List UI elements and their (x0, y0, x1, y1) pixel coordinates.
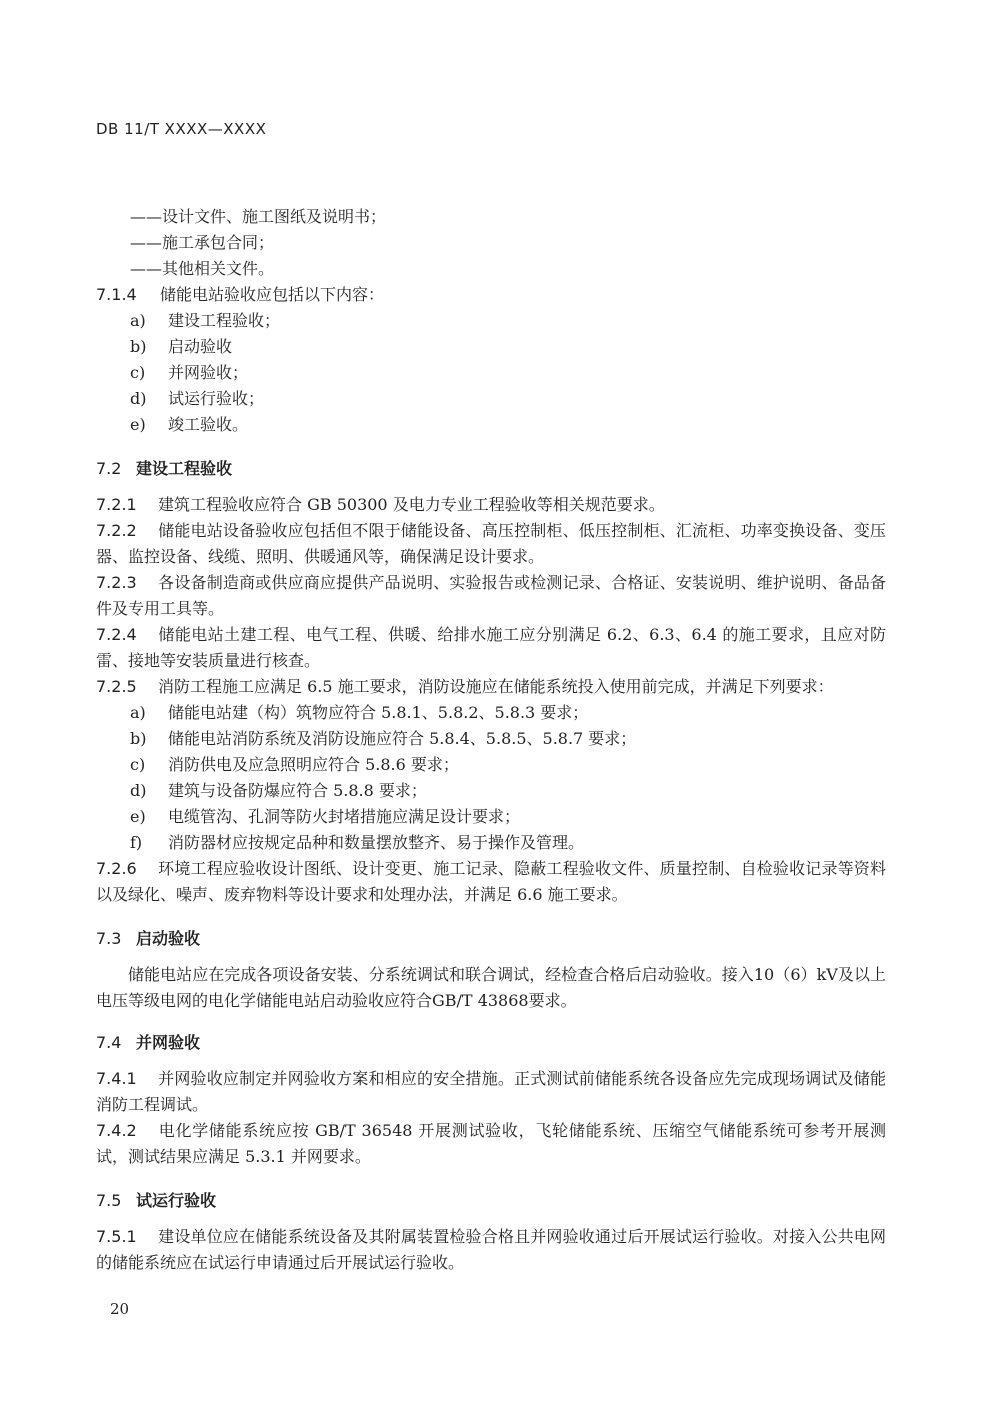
list-item (130, 752, 930, 778)
clause-text: 储能电站设备验收应包括但不限于储能设备、高压控制柜、低压控制柜、汇流柜、功率变换设备、变压器、监控设备、线缆、照明、供暖通风等，确保满足设计要求。 (96, 521, 886, 566)
list-item (130, 412, 930, 438)
item-text: 试运行验收； (168, 389, 265, 408)
item-label: e) (130, 807, 146, 826)
clause-7-2-2 (96, 518, 886, 570)
clause-text: 储能电站验收应包括以下内容： (160, 285, 385, 304)
dash-item: ——施工承包合同； (130, 233, 275, 252)
section-heading-7-3 (96, 926, 200, 949)
clause-number: 7.2.3 (96, 573, 137, 592)
item-label: a) (130, 311, 146, 330)
clause-7-2-1 (96, 492, 886, 518)
item-label: e) (130, 415, 146, 434)
item-label: d) (130, 781, 147, 800)
clause-number: 7.2.2 (96, 521, 137, 540)
section-heading-7-4 (96, 1030, 200, 1053)
clause-7-4-1 (96, 1066, 886, 1118)
paragraph-7-3: 储能电站应在完成各项设备安装、分系统调试和联合调试，经检查合格后启动验收。接入10（6）kV及以上电压等级电网的电化学储能电站启动验收应符合GB/T 43868要求。 (96, 965, 886, 1010)
clause-7-2-4 (96, 622, 886, 674)
section-title: 并网验收 (136, 1033, 201, 1052)
clause-number: 7.4.2 (96, 1121, 137, 1140)
item-text: 电缆管沟、孔洞等防火封堵措施应满足设计要求； (168, 807, 521, 826)
item-text: 消防供电及应急照明应符合 5.8.6 要求； (168, 755, 459, 774)
item-label: c) (130, 363, 146, 382)
list-item (130, 386, 930, 412)
section-title: 建设工程验收 (136, 459, 233, 478)
clause-7-2-3 (96, 570, 886, 622)
item-label: f) (130, 833, 143, 852)
clause-text: 各设备制造商或供应商应提供产品说明、实验报告或检测记录、合格证、安装说明、维护说明、备品备件及专用工具等。 (96, 573, 886, 618)
item-text: 并网验收； (168, 363, 249, 382)
document-code-header: DB 11/T XXXX—XXXX (96, 120, 267, 138)
item-label: d) (130, 389, 147, 408)
clause-number: 7.4.1 (96, 1069, 137, 1088)
clause-text: 消防工程施工应满足 6.5 施工要求，消防设施应在储能系统投入使用前完成，并满足下列要求： (158, 677, 834, 696)
clause-number: 7.1.4 (96, 285, 137, 304)
section-title: 启动验收 (136, 929, 201, 948)
section-number: 7.4 (96, 1033, 122, 1052)
clause-text: 并网验收应制定并网验收方案和相应的安全措施。正式测试前储能系统各设备应先完成现场调试及储能消防工程调试。 (96, 1069, 886, 1114)
clause-number: 7.2.1 (96, 495, 137, 514)
clause-7-1-4 (96, 282, 896, 308)
clause-number: 7.2.4 (96, 625, 137, 644)
clause-text: 储能电站土建工程、电气工程、供暖、给排水施工应分别满足 6.2、6.3、6.4 的施工要求，且应对防雷、接地等安装质量进行核查。 (96, 625, 886, 670)
clause-7-4-2 (96, 1118, 886, 1170)
item-text: 建设工程验收； (168, 311, 281, 330)
list-item (130, 778, 930, 804)
section-heading-7-2 (96, 456, 232, 479)
clause-text: 建筑工程验收应符合 GB 50300 及电力专业工程验收等相关规范要求。 (158, 495, 665, 514)
clause-text: 建设单位应在储能系统设备及其附属装置检验合格且并网验收通过后开展试运行验收。对接入公共电网的储能系统应在试运行申请通过后开展试运行验收。 (96, 1227, 886, 1272)
item-text: 储能电站建（构）筑物应符合 5.8.1、5.8.2、5.8.3 要求； (168, 703, 589, 722)
dash-item: ——其他相关文件。 (130, 259, 275, 278)
section-number: 7.2 (96, 459, 122, 478)
list-item (130, 334, 930, 360)
clause-7-5-1 (96, 1224, 886, 1276)
clause-number: 7.2.6 (96, 859, 137, 878)
section-heading-7-5 (96, 1188, 216, 1211)
section-number: 7.5 (96, 1191, 122, 1210)
item-text: 竣工验收。 (168, 415, 249, 434)
item-text: 储能电站消防系统及消防设施应符合 5.8.4、5.8.5、5.8.7 要求； (168, 729, 637, 748)
list-item (130, 830, 930, 856)
item-text: 消防器材应按规定品种和数量摆放整齐、易于操作及管理。 (168, 833, 585, 852)
item-label: c) (130, 755, 146, 774)
clause-text: 电化学储能系统应按 GB/T 36548 开展测试验收，飞轮储能系统、压缩空气储能系统可参考开展测试，测试结果应满足 5.3.1 并网要求。 (96, 1121, 886, 1166)
list-item (130, 360, 930, 386)
item-text: 启动验收 (168, 337, 233, 356)
item-label: b) (130, 337, 147, 356)
item-label: b) (130, 729, 147, 748)
clause-7-2-5 (96, 674, 886, 700)
section-number: 7.3 (96, 929, 122, 948)
section-title: 试运行验收 (136, 1191, 217, 1210)
list-item (130, 726, 930, 752)
clause-number: 7.5.1 (96, 1227, 137, 1246)
clause-text: 环境工程应验收设计图纸、设计变更、施工记录、隐蔽工程验收文件、质量控制、自检验收记录等资料以及绿化、噪声、废弃物料等设计要求和处理办法，并满足 6.6 施工要求。 (96, 859, 886, 904)
list-item (130, 308, 930, 334)
clause-7-2-6 (96, 856, 886, 908)
item-label: a) (130, 703, 146, 722)
list-item (130, 700, 930, 726)
page-number: 20 (110, 1300, 130, 1318)
clause-number: 7.2.5 (96, 677, 137, 696)
dash-item: ——设计文件、施工图纸及说明书； (130, 207, 387, 226)
list-item (130, 804, 930, 830)
item-text: 建筑与设备防爆应符合 5.8.8 要求； (168, 781, 427, 800)
